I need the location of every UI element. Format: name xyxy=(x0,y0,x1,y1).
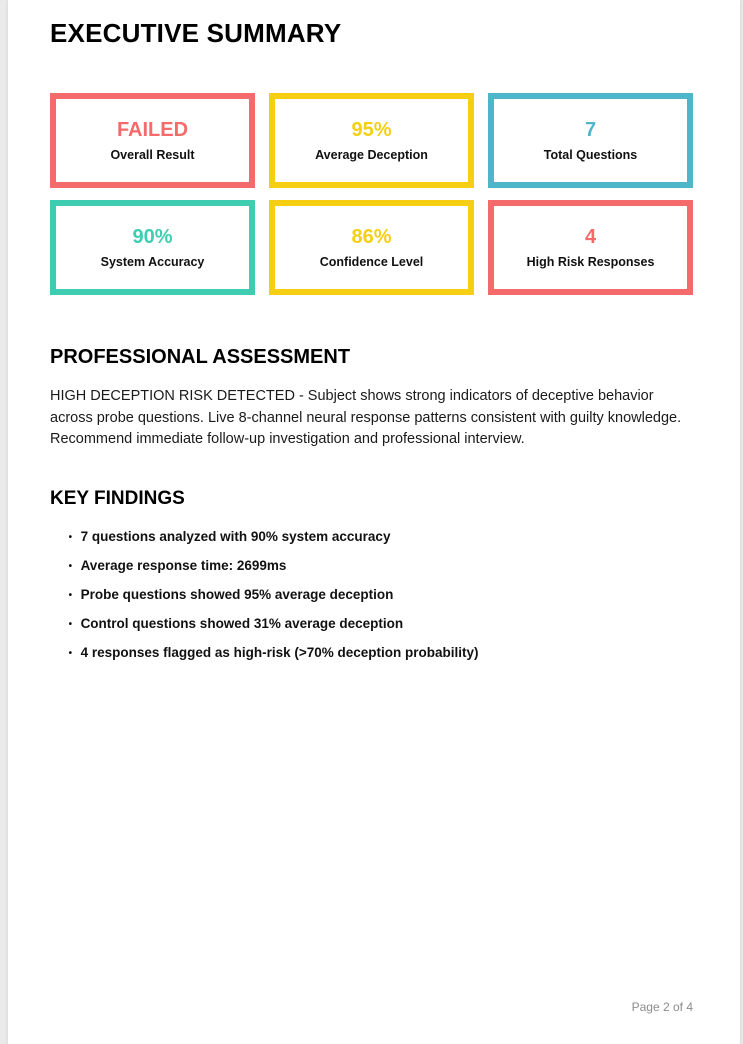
bullet-icon: • xyxy=(68,617,72,629)
finding-text: 4 responses flagged as high-risk (>70% deception probability) xyxy=(80,644,479,660)
bullet-icon: • xyxy=(68,646,72,658)
stat-label: Average Deception xyxy=(315,147,428,162)
stat-value: 90% xyxy=(132,225,173,248)
summary-stats-grid xyxy=(50,93,693,295)
key-findings-section xyxy=(50,488,693,660)
stat-label: Total Questions xyxy=(543,147,638,162)
page-title: EXECUTIVE SUMMARY xyxy=(50,18,342,48)
bullet-icon: • xyxy=(68,588,72,600)
professional-assessment-body: HIGH DECEPTION RISK DETECTED - Subject shows strong indicators of deceptive behavior across probe questions. Live 8-channel neural response patterns consistent with guilty knowledge. Recommend immediate follow-up investigation and professional interview. xyxy=(50,388,682,447)
stat-label: High Risk Responses xyxy=(526,254,655,269)
finding-item xyxy=(50,559,693,573)
stat-value: 7 xyxy=(584,118,597,141)
professional-assessment-section xyxy=(50,346,693,451)
stat-card-system-accuracy xyxy=(50,200,255,295)
stat-value: FAILED xyxy=(116,118,189,141)
finding-text: Average response time: 2699ms xyxy=(80,557,287,573)
finding-text: Control questions showed 31% average deception xyxy=(80,615,404,631)
stat-value: 86% xyxy=(351,225,392,248)
report-page xyxy=(8,0,740,1044)
stat-value: 4 xyxy=(584,225,597,248)
stat-card-total-questions xyxy=(488,93,693,188)
stat-label: Overall Result xyxy=(110,147,195,162)
stat-value: 95% xyxy=(351,118,392,141)
stat-card-high-risk-responses xyxy=(488,200,693,295)
finding-text: Probe questions showed 95% average deception xyxy=(80,586,394,602)
bullet-icon: • xyxy=(68,530,72,542)
finding-item xyxy=(50,646,693,660)
stat-card-overall-result xyxy=(50,93,255,188)
stat-card-confidence-level xyxy=(269,200,474,295)
key-findings-list xyxy=(50,530,693,660)
page-number: Page 2 of 4 xyxy=(631,1000,693,1014)
finding-item xyxy=(50,588,693,602)
bullet-icon: • xyxy=(68,559,72,571)
stat-card-average-deception xyxy=(269,93,474,188)
stat-label: Confidence Level xyxy=(319,254,424,269)
key-findings-heading: KEY FINDINGS xyxy=(50,487,185,509)
stat-label: System Accuracy xyxy=(100,254,205,269)
professional-assessment-heading: PROFESSIONAL ASSESSMENT xyxy=(50,346,351,368)
finding-item xyxy=(50,617,693,631)
finding-text: 7 questions analyzed with 90% system accuracy xyxy=(80,528,391,544)
finding-item xyxy=(50,530,693,544)
